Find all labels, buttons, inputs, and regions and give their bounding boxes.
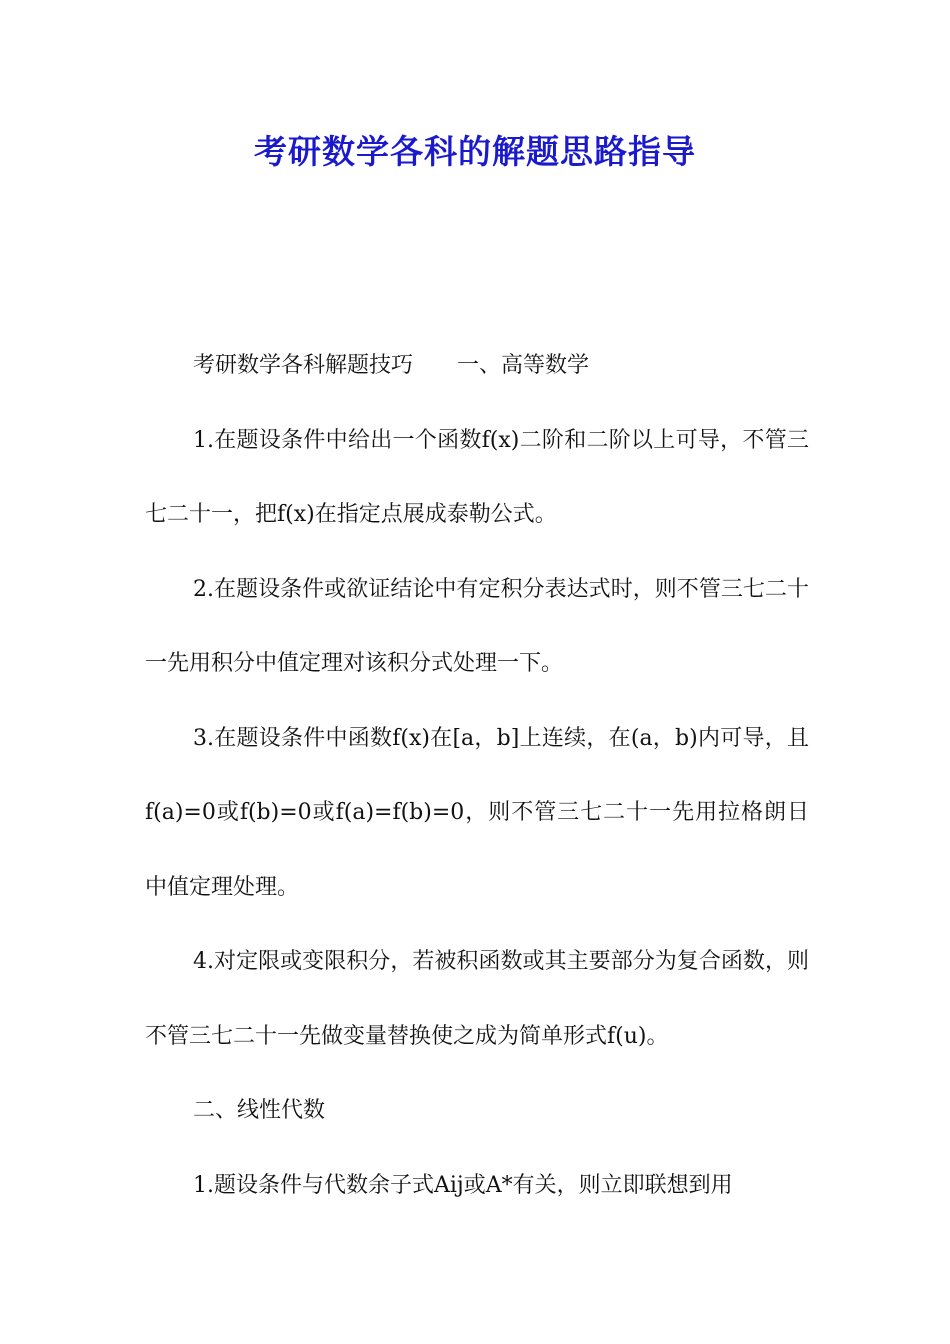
intro-heading [145,329,809,404]
intro-heading-left: 考研数学各科解题技巧 [193,353,414,378]
paragraph-1: 1.在题设条件中给出一个函数f(x)二阶和二阶以上可导，不管三七二十一，把f(x)在指定点展成泰勒公式。 [145,427,809,527]
section-heading-linear-algebra: 二、线性代数 [193,1098,326,1123]
document-body [145,329,809,1223]
paragraph-3: 3.在题设条件中函数f(x)在[a，b]上连续，在(a，b)内可导，且f(a)=0或f(b)=0或f(a)=f(b)=0，则不管三七二十一先用拉格朗日中值定理处理。 [145,725,809,900]
paragraph-4: 4.对定限或变限积分，若被积函数或其主要部分为复合函数，则不管三七二十一先做变量替换使之成为简单形式f(u)。 [145,949,809,1049]
paragraph-5: 1.题设条件与代数余子式Aij或A*有关，则立即联想到用 [193,1172,733,1198]
paragraph-2: 2.在题设条件或欲证结论中有定积分表达式时，则不管三七二十一先用积分中值定理对该积分式处理一下。 [145,576,809,676]
intro-heading-right: 一、高等数学 [457,353,590,378]
document-title: 考研数学各科的解题思路指导 [254,132,696,171]
